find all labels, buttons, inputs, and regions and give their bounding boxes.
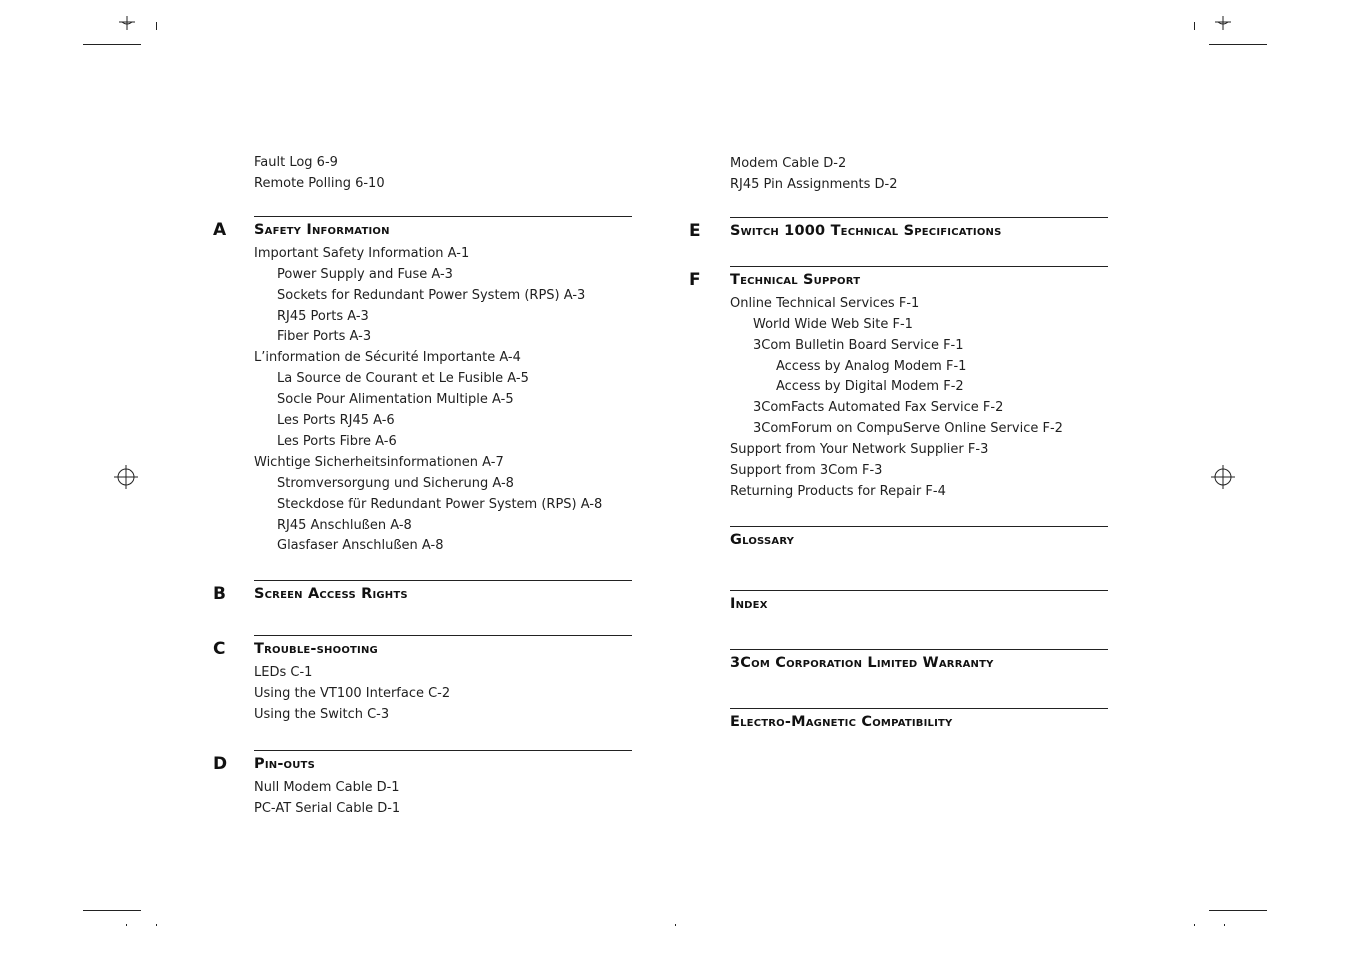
toc-entry: Returning Products for Repair F-4 xyxy=(730,483,946,499)
section-divider xyxy=(730,217,1108,218)
section-heading: Switch 1000 Technical Specifications xyxy=(730,222,1002,239)
toc-entry: Modem Cable D-2 xyxy=(730,156,847,171)
toc-entry: Null Modem Cable D-1 xyxy=(254,780,400,795)
crop-mark-bottom-left-h xyxy=(83,910,141,911)
toc-entry: Power Supply and Fuse A-3 xyxy=(277,266,453,282)
appendix-letter: A xyxy=(213,219,227,240)
section-heading: Electro-Magnetic Compatibility xyxy=(730,713,953,730)
toc-entry: PC-AT Serial Cable D-1 xyxy=(254,800,401,816)
section-heading: Glossary xyxy=(730,531,795,548)
toc-entry: Access by Digital Modem F-2 xyxy=(776,379,964,395)
appendix-letter: F xyxy=(689,269,701,290)
toc-entry: La Source de Courant et Le Fusible A-5 xyxy=(277,371,529,387)
toc-entry: Access by Analog Modem F-1 xyxy=(776,358,967,374)
section-divider xyxy=(254,216,632,217)
toc-entry: 3Com Bulletin Board Service F-1 xyxy=(753,337,964,353)
section-divider xyxy=(730,649,1108,650)
toc-entry: Stromversorgung und Sicherung A-8 xyxy=(277,475,514,491)
toc-entry: Fiber Ports A-3 xyxy=(277,329,372,345)
toc-entry: Les Ports Fibre A-6 xyxy=(277,433,397,449)
dot-mark xyxy=(675,924,676,926)
toc-entry: LEDs C-1 xyxy=(254,665,313,681)
section-heading: Index xyxy=(730,595,768,612)
toc-entry: 3ComFacts Automated Fax Service F-2 xyxy=(753,400,1004,416)
section-heading: Pin-outs xyxy=(254,756,315,772)
toc-entry: World Wide Web Site F-1 xyxy=(753,316,913,332)
toc-entry: 3ComForum on CompuServe Online Service F-2 xyxy=(753,421,1063,437)
section-divider xyxy=(730,266,1108,267)
toc-entry: Using the Switch C-3 xyxy=(254,707,390,723)
appendix-letter: E xyxy=(689,220,701,241)
section-divider xyxy=(730,708,1108,709)
crop-mark-top-left-h xyxy=(83,44,141,45)
dot-mark xyxy=(156,924,157,926)
toc-entry: Online Technical Services F-1 xyxy=(730,295,920,311)
toc-entry: Les Ports RJ45 A-6 xyxy=(277,413,395,428)
section-heading: Screen Access Rights xyxy=(254,586,408,603)
section-divider xyxy=(254,635,632,636)
section-heading: Trouble-shooting xyxy=(254,641,378,658)
dot-mark xyxy=(1224,924,1225,926)
section-divider xyxy=(730,526,1108,527)
toc-entry: Glasfaser Anschlußen A-8 xyxy=(277,538,444,554)
toc-entry: Socle Pour Alimentation Multiple A-5 xyxy=(277,392,514,408)
toc-entry: Fault Log 6-9 xyxy=(254,155,338,170)
section-divider xyxy=(730,590,1108,591)
registration-target-left-icon xyxy=(114,465,138,489)
section-heading: Safety Information xyxy=(254,221,390,238)
toc-entry: Remote Polling 6-10 xyxy=(254,175,385,191)
toc-entry: Important Safety Information A-1 xyxy=(254,245,470,261)
dot-mark xyxy=(126,924,127,926)
crop-mark-bottom-right-h xyxy=(1209,910,1267,911)
crop-mark-top-right-h xyxy=(1209,44,1267,45)
appendix-letter: C xyxy=(213,639,226,660)
toc-entry: RJ45 Anschlußen A-8 xyxy=(277,517,412,533)
appendix-letter: D xyxy=(213,754,228,774)
appendix-letter: B xyxy=(213,584,226,605)
toc-entry: Wichtige Sicherheitsinformationen A-7 xyxy=(254,454,504,470)
section-heading: Technical Support xyxy=(730,271,861,288)
registration-target-right-icon xyxy=(1211,465,1235,489)
crop-mark-top-left-v xyxy=(156,22,157,30)
section-divider xyxy=(254,580,632,581)
toc-entry: RJ45 Pin Assignments D-2 xyxy=(730,176,898,192)
toc-entry: Sockets for Redundant Power System (RPS) A-3 xyxy=(277,287,586,303)
section-divider xyxy=(254,750,632,751)
crop-mark-top-right-v xyxy=(1194,22,1195,30)
toc-entry: RJ45 Ports A-3 xyxy=(277,308,369,324)
registration-mark-top-right-icon xyxy=(1211,14,1235,38)
toc-entry: Using the VT100 Interface C-2 xyxy=(254,686,451,702)
registration-mark-top-left-icon xyxy=(115,14,139,38)
section-heading: 3Com Corporation Limited Warranty xyxy=(730,654,994,671)
toc-entry: Support from 3Com F-3 xyxy=(730,463,883,478)
dot-mark xyxy=(1194,924,1195,926)
toc-entry: L’information de Sécurité Importante A-4 xyxy=(254,350,521,366)
toc-entry: Steckdose für Redundant Power System (RPS) A-8 xyxy=(277,496,603,512)
toc-entry: Support from Your Network Supplier F-3 xyxy=(730,442,989,458)
